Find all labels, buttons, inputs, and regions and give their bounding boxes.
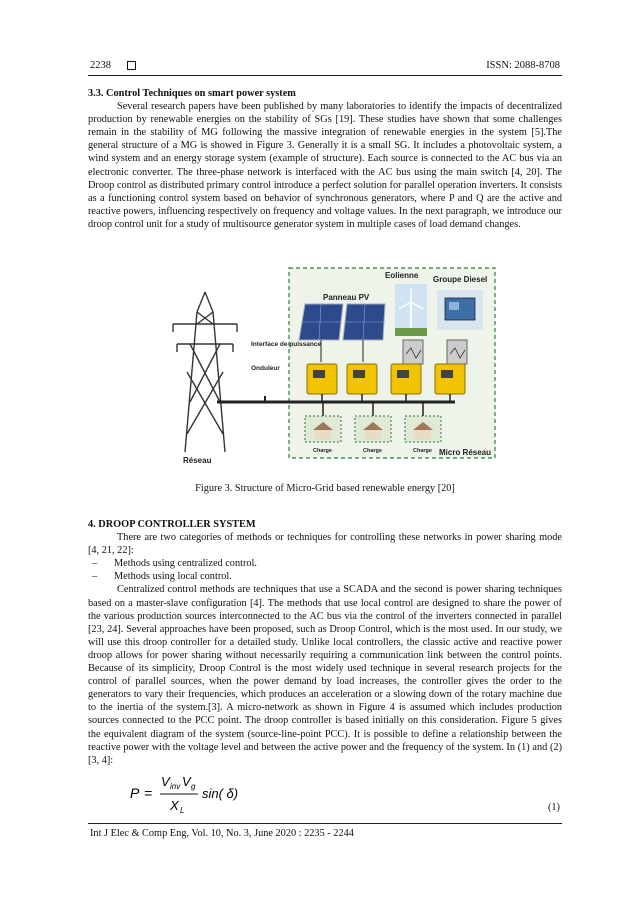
label-onduleur: Onduleur bbox=[251, 365, 280, 372]
label-reseau: Réseau bbox=[183, 456, 212, 465]
label-panneau-pv: Panneau PV bbox=[323, 293, 370, 302]
eq-denominator: X bbox=[170, 798, 179, 813]
eq-lhs: P bbox=[130, 785, 140, 801]
eq-v-g: V bbox=[182, 774, 191, 789]
footer-rule bbox=[88, 823, 562, 824]
label-interface: Interface de puissance bbox=[251, 341, 322, 348]
footer-text: Int J Elec & Comp Eng, Vol. 10, No. 3, June 2020 : 2235 - 2244 bbox=[90, 828, 354, 839]
section-intro: There are two categories of methods or techniques for controlling these networks in power sharing mode [4, 21, 22]: bbox=[88, 532, 562, 557]
page-number: 2238 bbox=[90, 60, 111, 71]
figure-3 bbox=[155, 262, 499, 467]
section-paragraph: Several research papers have been published by many laboratories to identify the impacts of decentralized production by renewable energies on the stability of SGs [19]. These studies have shown that some challenges remain in the stability of MG following the massive integration of renewable energies in the system [5].The general structure of a MG is showed in Figure 3. Generally it is a small SG. It includes a photovoltaic system, a wind system and an energy storage system (example of structure). Each source is connected to the AC bus via an electronic converter. The three-phase network is interfaced with the AC bus using the main switch [4, 20]. The Droop control as distributed primary control introduce a perfect solution for parallel operation inverters. It consists as a functioning control system based on behavior of synchronous generators, where P and Q are the active and reactive powers, influencing respectively on frequency and voltage values. In the next paragraph, we introduce our droop control unit for a study of multisource generator system in multiple cases of load demand changes. bbox=[88, 101, 562, 230]
figure-caption: Figure 3. Structure of Micro-Grid based renewable energy [20] bbox=[195, 483, 455, 494]
issn: ISSN: 2088-8708 bbox=[486, 60, 560, 71]
bullet-item: – Methods using local control. bbox=[88, 570, 562, 583]
header-box-icon bbox=[127, 61, 136, 70]
section-title: 3.3. Control Techniques on smart power system bbox=[88, 88, 296, 99]
eq-rhs: sin( δ) bbox=[202, 786, 239, 801]
bullet-item: – Methods using centralized control. bbox=[88, 557, 562, 570]
header-rule bbox=[88, 75, 562, 76]
eq-g-sub: g bbox=[191, 782, 196, 791]
label-eolienne: Eolienne bbox=[385, 271, 419, 280]
label-groupe-diesel: Groupe Diesel bbox=[433, 275, 488, 284]
eq-inv-sub: inv bbox=[170, 782, 181, 791]
label-micro-reseau: Micro Réseau bbox=[439, 448, 492, 457]
label-charge-2: Charge bbox=[363, 448, 382, 454]
section-3-3 bbox=[88, 87, 562, 231]
section-4 bbox=[88, 518, 562, 767]
diesel-generator-icon bbox=[437, 290, 483, 330]
transmission-tower-icon bbox=[173, 292, 237, 452]
label-charge-1: Charge bbox=[313, 448, 332, 454]
eq-equals: = bbox=[144, 785, 153, 801]
label-charge-3: Charge bbox=[413, 448, 432, 454]
section-paragraph: Centralized control methods are techniques that use a SCADA and the second is power sharing techniques based on a master-slave configuration [4]. The methods that use local control are designed to share the power of the various production sources interconnected to the AC bus via the control of the inverters connected in parallel [23, 24]. Several approaches have been proposed, such as Droop Control, which is the most used. In our study, we will use this droop controller for a detailed study. Unlike local controllers, the classic active and reactive power droop allows for power sharing without necessarily requiring a communication link between the control points. Because of its simplicity, Droop Control is the most widely used technique in several research projects for the control of parallel sources, when the power demand by load increases, the controller gives the order to the generators to vary their frequencies, which produces an acceleration or a slowing down of the rotary machine due to the inertia of the system.[3]. A micro-network as shown in Figure 4 is assumed which includes production sources connected to the PCC point. The droop controller is based initially on this consideration. Figure 5 gives the equivalent diagram of the system (source-line-point PCC). It is possible to define a relationship between the reactive power with the voltage level and between the active power and the frequency of the system. In (1) and (2) [3, 4]: bbox=[88, 584, 562, 766]
wind-turbine-icon bbox=[395, 284, 427, 336]
equation-1 bbox=[130, 770, 270, 822]
microgrid-illustration bbox=[155, 262, 499, 467]
eq-den-sub: L bbox=[180, 806, 185, 815]
equation-svg bbox=[130, 770, 270, 818]
equation-number: (1) bbox=[547, 802, 560, 813]
section-title: 4. DROOP CONTROLLER SYSTEM bbox=[88, 519, 256, 530]
eq-v-inv: V bbox=[161, 774, 170, 789]
